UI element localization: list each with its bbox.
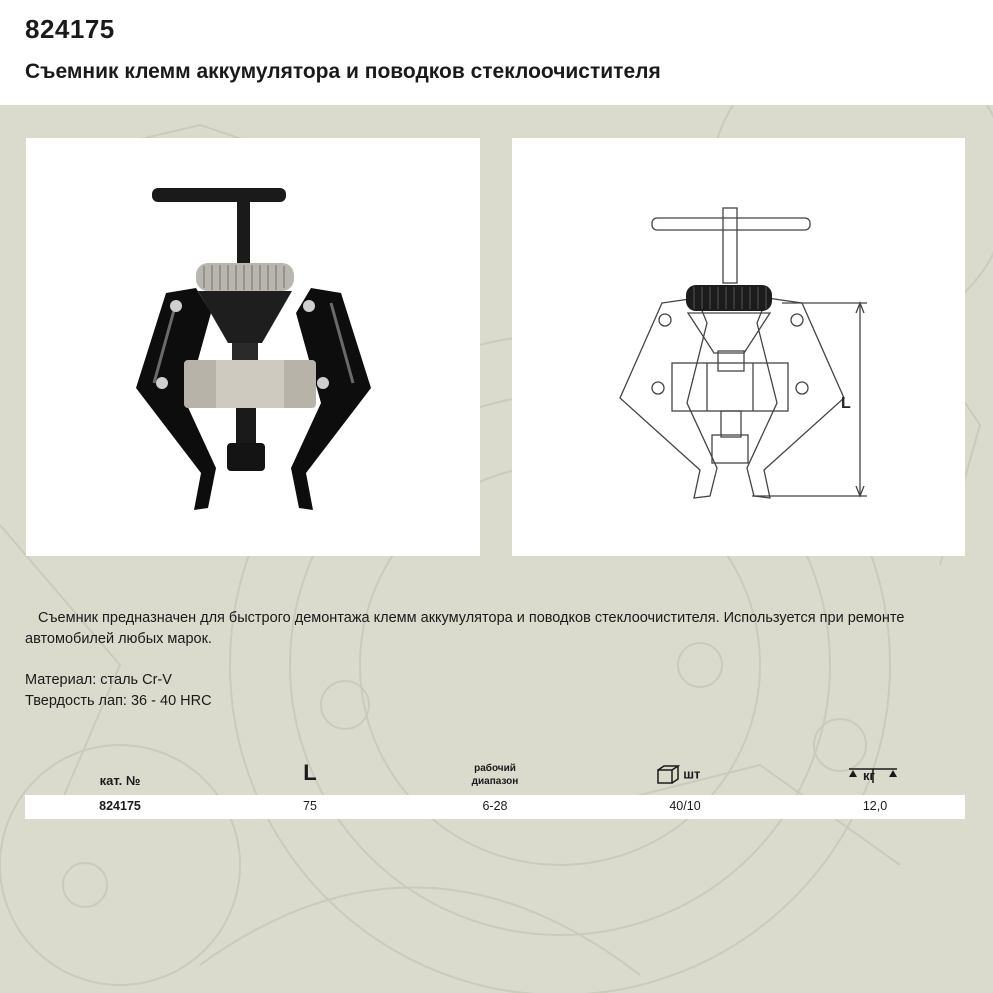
hardness-spec: Твердость лап: 36 - 40 HRC xyxy=(25,693,212,709)
technical-drawing xyxy=(512,138,965,556)
cell-pack: 40/10 xyxy=(669,799,701,813)
table-row xyxy=(25,795,965,819)
product-code: 824175 xyxy=(25,14,115,44)
page-title: Съемник клемм аккумулятора и поводков стеклоочистителя xyxy=(25,60,661,83)
box-icon xyxy=(656,765,680,785)
product-photo xyxy=(26,138,480,556)
content-panel xyxy=(0,105,993,993)
header-pack xyxy=(643,765,713,785)
cell-length: 75 xyxy=(303,799,317,813)
product-description: Съемник предназначен для быстрого демонтажа клемм аккумулятора и поводков стеклоочистителя. Используется при ремонте автомобилей любых марок. xyxy=(25,610,905,647)
header-length: L xyxy=(303,760,317,785)
header-cat-no: кат. № xyxy=(99,773,141,788)
puller-line-drawing xyxy=(512,138,965,556)
header-weight-label: кг xyxy=(863,768,875,783)
puller-photo-illustration xyxy=(26,138,480,556)
header-range-line2: диапазон xyxy=(471,776,519,787)
cell-range: 6-28 xyxy=(482,799,508,813)
header-pack-label: шт xyxy=(683,766,701,782)
material-spec: Материал: сталь Cr-V xyxy=(25,672,172,688)
header-weight xyxy=(838,765,908,785)
header-range-line1: рабочий xyxy=(474,763,516,774)
cell-cat-no: 824175 xyxy=(99,799,141,813)
header-working-range xyxy=(455,762,535,788)
header xyxy=(0,0,993,105)
cell-weight: 12,0 xyxy=(862,799,888,813)
dimension-label: L xyxy=(841,395,851,412)
